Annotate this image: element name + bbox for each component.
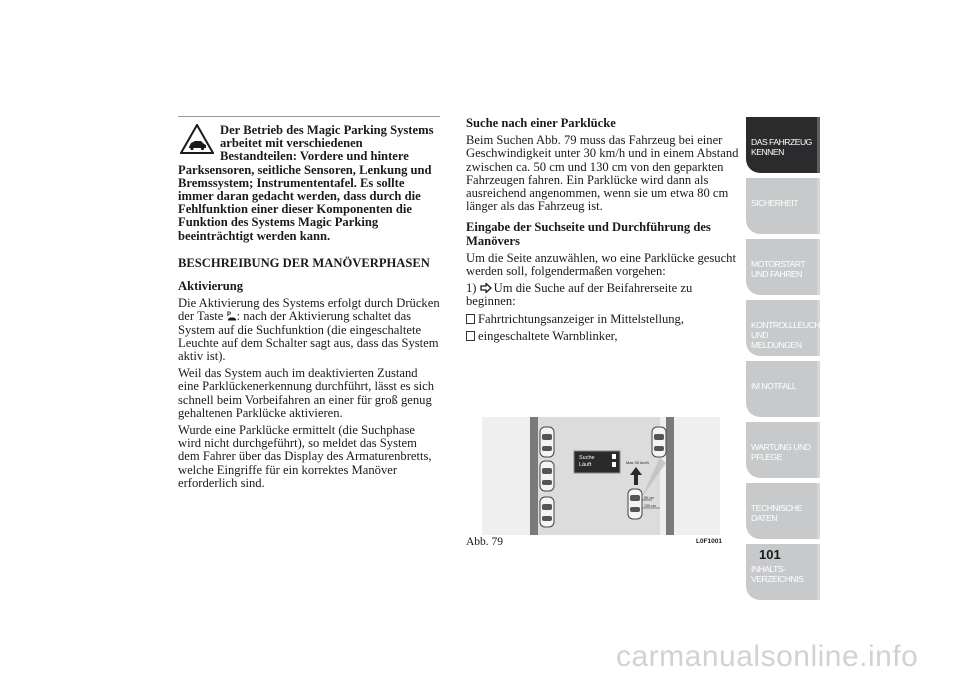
tab-kontrollleuchten-und-meldungen[interactable] [746,300,836,356]
side-selection-heading: Eingabe der Suchseite und Durchführung des Manövers [466,220,711,248]
bullet-item-1 [466,313,742,326]
checkbox-bullet-icon [466,314,475,324]
tab-das-fahrzeug-kennen[interactable] [746,117,820,173]
moving-car [628,489,642,519]
checkbox-bullet-icon [466,331,475,341]
page-number: 101 [759,547,781,562]
parked-car-left-3 [540,497,554,527]
warning-rest: Parksensoren, seitliche Sensoren, Lenkung und Bremssystem; Instrumententafel. Es sollte immer daran gedacht werden, dass durch die Fehlfunktion einer dieser Komponenten die Funktion des Systems Magic Parking beeinträchtigt werden kann. [178,162,432,243]
step-text: Um die Suche auf der Beifahrerseite zu beginnen: [466,281,693,309]
bullet-item-2 [466,330,742,343]
activation-heading: Aktivierung [178,279,244,294]
display-line-2: Läuft [579,462,592,468]
section-heading: BESCHREIBUNG DER MANÖVERPHASEN [178,255,430,270]
search-heading: Suche nach einer Parklücke [466,116,616,130]
activation-paragraph [178,297,440,363]
parking-search-figure [482,417,720,535]
activation-text-after: : nach der Aktivierung schaltet das System auf die Suchfunktion (die eingeschaltete Leuchte auf dem Schalter sagt aus, dass das System aktiv ist). [178,309,439,364]
tab-im-notfall[interactable] [746,361,820,417]
figure-illustration [482,417,720,535]
tab-wartung-und-pflege[interactable] [746,422,820,478]
display-line-1: Suche [579,455,595,461]
step-1 [466,282,742,308]
tab-label: TECHNISCHE DATEN [751,503,802,523]
tab-label: KONTROLLLEUCHTEN UND MELDUNGEN [751,320,836,350]
tab-label: SICHERHEIT [751,198,799,208]
distance-label-1: 50 cm [644,496,654,500]
side-selection-paragraph: Um die Seite anzuwählen, wo eine Parklücke gesucht werden soll, folgendermaßen vorgehen: [466,250,736,279]
activation-text-before: Die Aktivierung des Systems erfolgt durch Drücken der Taste [178,296,440,324]
bullet-text-1: Fahrtrichtungsanzeiger in Mittelstellung, [478,311,685,326]
tab-sicherheit[interactable] [746,178,820,234]
parked-car-right [652,427,666,457]
top-rule [178,116,440,117]
warning-line-2: arbeitet mit verschiedenen [220,136,363,151]
parked-car-left-2 [540,461,554,491]
bullet-text-2: eingeschaltete Warnblinker, [478,328,618,343]
chapter-sidebar [746,117,836,605]
figure-label: Abb. 79 [466,536,504,548]
step-number: 1) [466,281,477,296]
watermark: carmanualsonline.info [616,640,919,673]
tab-label: INHALTS-VERZEICHNIS [751,564,804,584]
tab-label: IM NOTFALL [751,381,797,391]
distance-label-2: 130 cm [644,504,656,508]
tab-label: MOTORSTART UND FAHREN [751,259,806,279]
right-column [466,117,742,343]
parking-button-icon [227,310,237,322]
space-found-paragraph: Wurde eine Parklücke ermittelt (die Suchphase wird nicht durchgeführt), so meldet das System dem Fahrer über das Display des Armaturenbretts, welche Eingriffe für ein korrektes Manöver erforderlich sind. [178,423,432,490]
warning-text [178,118,440,243]
arrow-right-icon [480,283,492,293]
svg-text:P: P [226,312,231,319]
tab-technische-daten[interactable] [746,483,820,539]
parked-car-left-1 [540,427,554,457]
tab-motorstart-und-fahren[interactable] [746,239,820,295]
search-paragraph: Beim Suchen Abb. 79 muss das Fahrzeug bei einer Geschwindigkeit unter 30 km/h und in einem Abstand zwischen ca. 50 cm und 130 cm von den geparkten Fahrzeugen fahren. Ein Parklücke wird dann als ausreichend angenommen, wenn sie um etwa 80 cm länger als das Fahrzeug ist. [466,133,739,214]
warning-line-1: Der Betrieb des Magic Parking Systems [220,123,434,137]
tab-label: WARTUNG UND PFLEGE [751,442,811,462]
warning-line-3: Bestandteilen: Vordere und hintere [220,149,409,164]
tab-label: DAS FAHRZEUG KENNEN [751,137,812,157]
deactivated-paragraph: Weil das System auch im deaktivierten Zustand eine Parklückenerkennung durchführt, lässt es sich schnell beim Vorbeifahren an einer für groß genug gehaltenen Parklücke aktivieren. [178,366,434,420]
figure-code: L0F1001 [696,538,723,545]
speed-label: Max 30 km/h [626,460,649,465]
tab-inhaltsverzeichnis[interactable] [746,544,820,600]
left-column [178,118,440,494]
